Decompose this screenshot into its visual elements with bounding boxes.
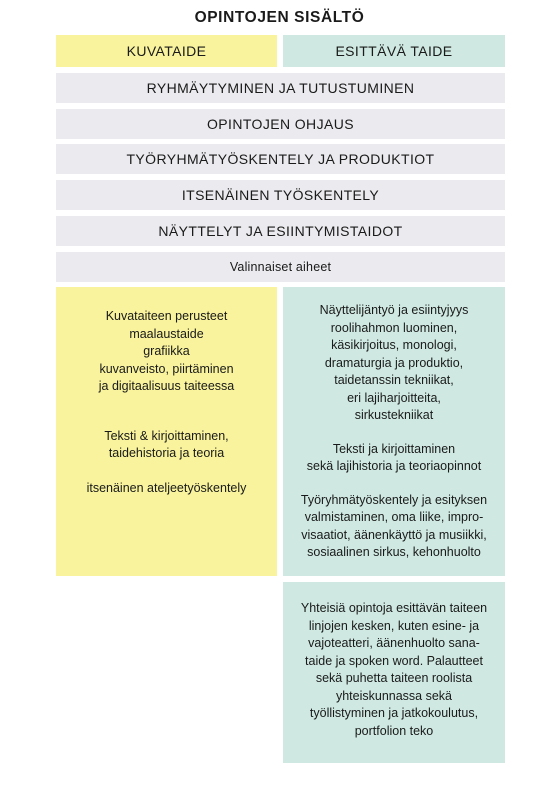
yhteiset-opinnot-box (283, 582, 505, 763)
text-line: Näyttelijäntyö ja esiintyjyys (319, 303, 469, 317)
text-line: ja digitaalisuus taiteessa (98, 379, 235, 393)
band-itsenainen-tyoskentely: ITSENÄINEN TYÖSKENTELY (56, 180, 505, 210)
text-line: eri lajiharjoitteita, (347, 390, 441, 405)
text-line: taide ja spoken word. Palautteet (305, 653, 483, 668)
text-line: linjojen kesken, kuten esine- ja (308, 618, 480, 633)
text-line: Teksti ja kirjoittaminen (332, 441, 456, 456)
text-line: roolihahmon luominen, (330, 320, 458, 335)
yhteiset-opinnot-text (301, 600, 487, 740)
text-line: yhteiskunnassa sekä (335, 688, 453, 703)
text-line: käsikirjoitus, monologi, (331, 338, 457, 352)
text-line: portfolion teko (354, 723, 434, 738)
kuvataide-content (56, 287, 277, 576)
text-line: taidehistoria ja teoria (108, 446, 225, 460)
header-esittava-taide: ESITTÄVÄ TAIDE (283, 35, 505, 67)
text-line: kuvanveisto, piirtäminen (99, 361, 234, 376)
header-kuvataide: KUVATAIDE (56, 35, 277, 67)
esittava-group-nayttelijantyo (320, 302, 469, 425)
esittava-group-tyoryhma (301, 492, 487, 562)
text-line: Työryhmätyöskentely ja esityksen (300, 492, 488, 507)
text-line: Kuvataiteen perusteet (105, 309, 228, 323)
text-line: maalaustaide (129, 326, 204, 341)
band-tyoryhmatyoskentely: TYÖRYHMÄTYÖSKENTELY JA PRODUKTIOT (56, 144, 505, 174)
band-nayttelyt: NÄYTTELYT JA ESIINTYMISTAIDOT (56, 216, 505, 246)
text-line: sekä puhetta taiteen roolista (315, 671, 473, 685)
band-valinnaiset-aiheet: Valinnaiset aiheet (56, 252, 505, 282)
text-line: taidetanssin tekniikat, (334, 373, 454, 387)
kuvataide-group-teksti (104, 428, 228, 463)
band-opintojen-ohjaus: OPINTOJEN OHJAUS (56, 109, 505, 139)
band-ryhmaytyminen: RYHMÄYTYMINEN JA TUTUSTUMINEN (56, 73, 505, 103)
esittava-taide-content (283, 287, 505, 576)
text-line: valmistaminen, oma liike, impro- (304, 510, 484, 524)
text-line: työllistyminen ja jatkokoulutus, (309, 706, 479, 720)
kuvataide-group-perusteet (99, 308, 235, 396)
text-line: grafiikka (143, 344, 190, 358)
text-line: vajoteatteri, äänenhuolto sana- (308, 636, 480, 650)
text-line: sekä lajihistoria ja teoriaopinnot (306, 459, 482, 473)
text-line: Yhteisiä opintoja esittävän taiteen (300, 601, 488, 615)
page-title: OPINTOJEN SISÄLTÖ (194, 9, 365, 26)
esittava-group-teksti (307, 441, 481, 476)
text-line: sosiaalinen sirkus, kehonhuolto (307, 545, 481, 559)
text-line: Teksti & kirjoittaminen, (104, 428, 229, 443)
text-line: sirkustekniikat (354, 408, 434, 422)
text-line: itsenäinen ateljeetyöskentely (86, 480, 247, 495)
text-line: visaatiot, äänenkäyttö ja musiikki, (301, 527, 487, 542)
kuvataide-group-ateljee (87, 480, 247, 498)
text-line: dramaturgia ja produktio, (324, 355, 464, 370)
